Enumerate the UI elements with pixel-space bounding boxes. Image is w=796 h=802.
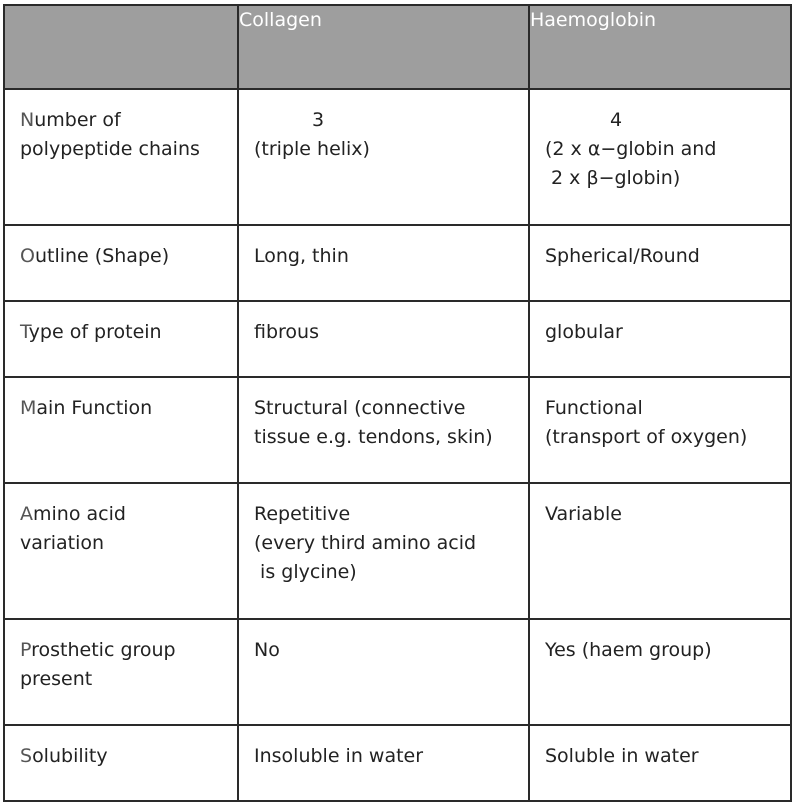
collagen-main-function: Structural (connective tissue e.g. tendons, skin): [238, 377, 529, 483]
collagen-type-of-protein: fibrous: [238, 301, 529, 377]
collagen-amino-acid-variation: Repetitive (every third amino acid is glycine): [238, 483, 529, 619]
haemoglobin-outline-shape: Spherical/Round: [529, 225, 791, 301]
row-label-polypeptide-chains: Number of polypeptide chains: [4, 89, 238, 225]
table-row: [4, 301, 791, 377]
row-label-amino-acid-variation: Amino acid variation: [4, 483, 238, 619]
header-haemoglobin: Haemoglobin: [529, 5, 791, 89]
haemoglobin-solubility: Soluble in water: [529, 725, 791, 801]
table-row: [4, 725, 791, 801]
row-label-solubility: Solubility: [4, 725, 238, 801]
collagen-outline-shape: Long, thin: [238, 225, 529, 301]
table-header-row: [4, 5, 791, 89]
table-row: [4, 483, 791, 619]
table-row: [4, 225, 791, 301]
table-row: [4, 619, 791, 725]
collagen-prosthetic-group: No: [238, 619, 529, 725]
comparison-table: [3, 4, 792, 802]
haemoglobin-amino-acid-variation: Variable: [529, 483, 791, 619]
header-collagen: Collagen: [238, 5, 529, 89]
row-label-type-of-protein: Type of protein: [4, 301, 238, 377]
collagen-solubility: Insoluble in water: [238, 725, 529, 801]
row-label-outline-shape: Outline (Shape): [4, 225, 238, 301]
header-blank-cell: [4, 5, 238, 89]
comparison-table-container: [3, 4, 792, 802]
table-row: [4, 377, 791, 483]
table-row: [4, 89, 791, 225]
haemoglobin-polypeptide-chains: 4 (2 x α−globin and 2 x β−globin): [529, 89, 791, 225]
row-label-main-function: Main Function: [4, 377, 238, 483]
row-label-prosthetic-group: Prosthetic group present: [4, 619, 238, 725]
haemoglobin-main-function: Functional (transport of oxygen): [529, 377, 791, 483]
haemoglobin-type-of-protein: globular: [529, 301, 791, 377]
collagen-polypeptide-chains: 3 (triple helix): [238, 89, 529, 225]
haemoglobin-prosthetic-group: Yes (haem group): [529, 619, 791, 725]
